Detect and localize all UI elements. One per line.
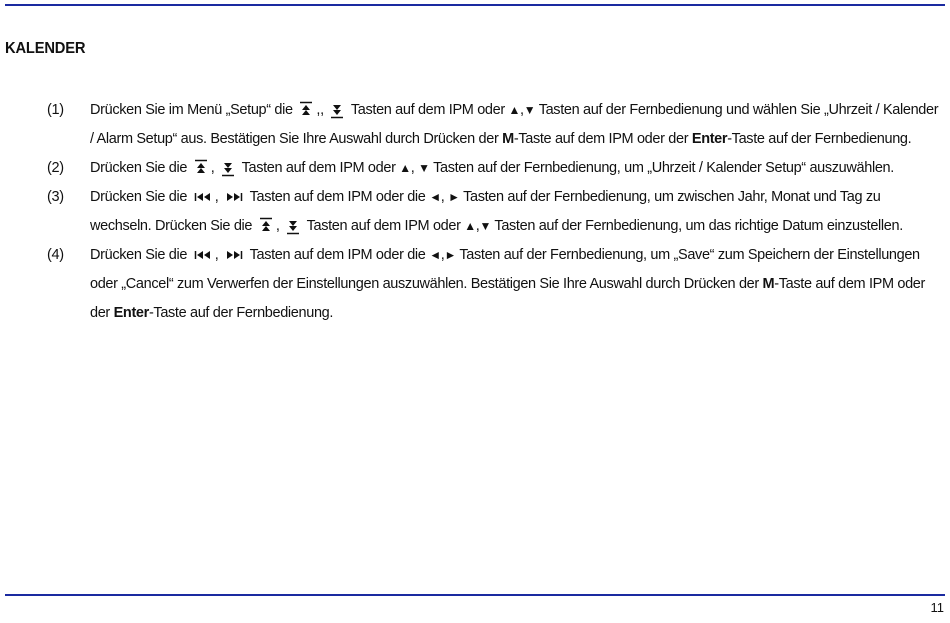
step-text-part: Drücken Sie die (90, 247, 188, 263)
step-text-part: , (475, 218, 480, 234)
header-rule (5, 4, 945, 6)
step-text-part: Tasten auf dem IPM oder (350, 102, 505, 118)
step-text-part: -Taste auf der Fernbedienung. (148, 305, 334, 321)
step-text-part: , (440, 189, 445, 205)
step-number: (3) (47, 189, 64, 205)
down-triangle-icon: ▼ (418, 161, 430, 175)
enter-key-label: Enter (113, 305, 149, 321)
step-text-part: , (520, 102, 524, 118)
down-triangle-icon: ▼ (523, 103, 536, 117)
step-text-part: Tasten auf der Fernbedienung, um „Save“ zum Speichern der Einstellungen oder „Cancel“ zum Verwerfen der Einstellungen auszuwählen. Bestätigen Sie Ihre Auswahl durch Drücken der (90, 247, 920, 292)
step-text (90, 183, 942, 241)
up-triangle-icon: ▲ (508, 103, 521, 117)
step-text-part: Tasten auf dem IPM oder (306, 218, 461, 234)
left-triangle-icon: ◄ (429, 248, 441, 262)
m-key-label: M (502, 131, 514, 147)
step-text-part: Tasten auf der Fernbedienung und wählen Sie „Uhrzeit / Kalender / Alarm Setup“ aus. Bestätigen Sie Ihre Auswahl durch Drücken der (90, 102, 939, 147)
step-text-part: Tasten auf dem IPM oder (241, 160, 396, 176)
step-text-part: Tasten auf der Fernbedienung, um „Uhrzeit / Kalender Setup“ auszuwählen. (433, 160, 894, 176)
step-text-part: -Taste auf der Fernbedienung. (727, 131, 912, 147)
right-triangle-icon: ► (448, 190, 460, 204)
down-step-key-icon (286, 217, 300, 235)
step-text-part: Tasten auf dem IPM oder die (249, 247, 426, 263)
next-key-icon (225, 191, 243, 203)
step-text (90, 241, 942, 328)
step-number: (4) (47, 247, 64, 263)
step-3 (47, 183, 942, 241)
up-triangle-icon: ▲ (464, 219, 476, 233)
step-number: (2) (47, 160, 64, 176)
footer-rule (5, 594, 945, 596)
step-text-part: , (440, 247, 445, 263)
step-text-part: Drücken Sie im Menü „Setup“ die (90, 102, 293, 118)
enter-key-label: Enter (691, 131, 728, 147)
up-step-key-icon (299, 101, 313, 119)
previous-key-icon (194, 249, 212, 261)
left-triangle-icon: ◄ (429, 190, 441, 204)
step-4 (47, 241, 942, 328)
down-step-key-icon (330, 101, 344, 119)
next-key-icon (225, 249, 243, 261)
step-text-part: Tasten auf der Fernbedienung, um zwischen Jahr, Monat und Tag zu wechseln. Drücken Sie die (90, 189, 881, 234)
step-number: (1) (47, 102, 64, 118)
step-text-part: -Taste auf dem IPM oder der (90, 276, 925, 321)
step-text-part: -Taste auf dem IPM oder der (513, 131, 689, 147)
step-text-part: , (214, 247, 219, 263)
previous-key-icon (194, 191, 212, 203)
page-title: KALENDER (5, 40, 86, 57)
step-text (90, 154, 942, 183)
step-text-part: Tasten auf der Fernbedienung, um das richtige Datum einzustellen. (494, 218, 903, 234)
step-text-part: Tasten auf dem IPM oder die (249, 189, 426, 205)
step-text-part: , (410, 160, 415, 176)
instruction-list (47, 96, 942, 328)
up-step-key-icon (194, 159, 208, 177)
step-text-part: , (210, 160, 215, 176)
up-step-key-icon (259, 217, 273, 235)
step-text-part: , (275, 218, 280, 234)
step-1 (47, 96, 942, 154)
up-triangle-icon: ▲ (399, 161, 411, 175)
m-key-label: M (762, 276, 775, 292)
down-step-key-icon (221, 159, 235, 177)
step-text (90, 96, 942, 154)
step-2 (47, 154, 942, 183)
page-number: 11 (930, 600, 944, 615)
down-triangle-icon: ▼ (479, 219, 491, 233)
right-triangle-icon: ► (444, 248, 456, 262)
step-text-part: Drücken Sie die (90, 160, 188, 176)
step-text-part: ,, (316, 102, 324, 118)
step-text-part: , (214, 189, 219, 205)
step-text-part: Drücken Sie die (90, 189, 188, 205)
